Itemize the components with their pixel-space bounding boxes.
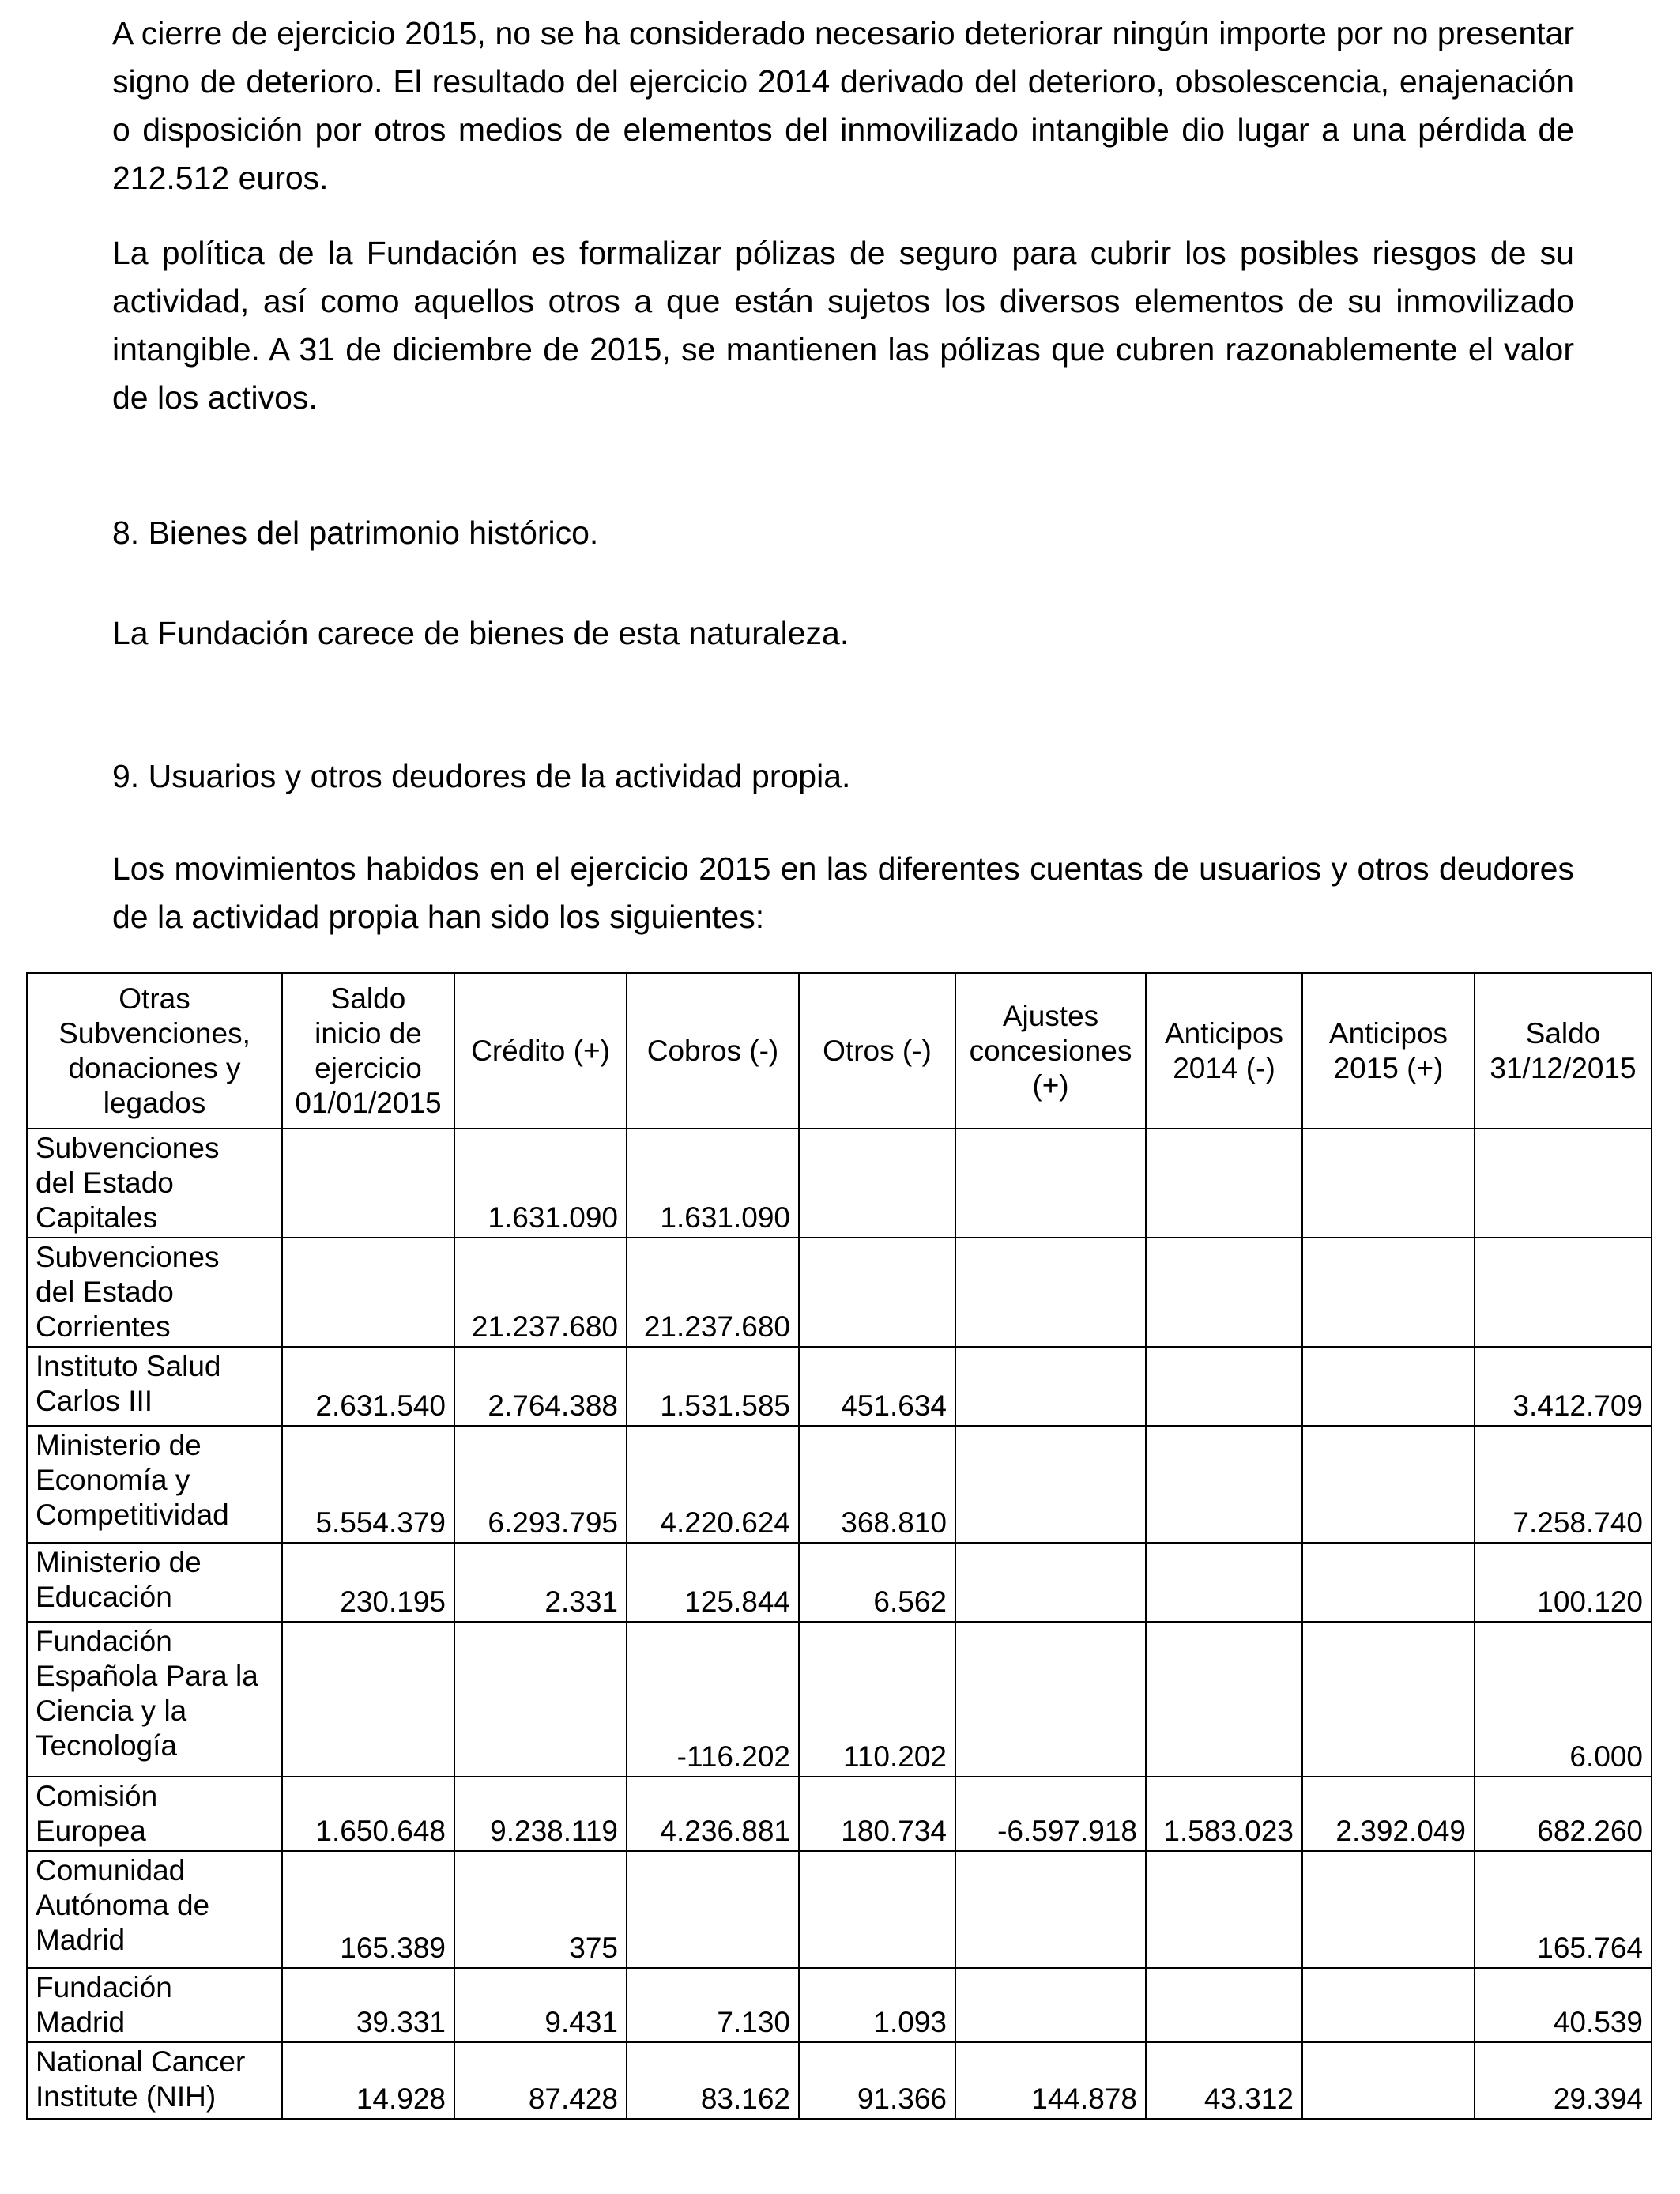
value-cell bbox=[1146, 1851, 1302, 1968]
value-cell: 21.237.680 bbox=[627, 1238, 799, 1347]
value-cell: 9.238.119 bbox=[454, 1777, 627, 1851]
value-cell bbox=[1475, 1129, 1652, 1238]
header-cell: Otras Subvenciones, donaciones y legados bbox=[27, 973, 282, 1129]
paragraph-deterioro: A cierre de ejercicio 2015, no se ha considerado necesario deteriorar ningún importe por no presentar signo de deterioro. El resultado del ejercicio 2014 derivado del deterioro, obsolescencia, enajenación o disposición por otros medios de elementos del inmovilizado intangible dio lugar a una pérdida de 212.512 euros. bbox=[112, 15, 1574, 196]
header-cell: Otros (-) bbox=[799, 973, 955, 1129]
value-cell: 1.583.023 bbox=[1146, 1777, 1302, 1851]
value-cell: 451.634 bbox=[799, 1347, 955, 1426]
value-cell: 14.928 bbox=[282, 2042, 454, 2119]
value-cell: 2.392.049 bbox=[1302, 1777, 1475, 1851]
table-row bbox=[27, 2042, 1652, 2119]
value-cell bbox=[1302, 1851, 1475, 1968]
value-cell: 87.428 bbox=[454, 2042, 627, 2119]
value-cell: 3.412.709 bbox=[1475, 1347, 1652, 1426]
row-label-cell: Comisión Europea bbox=[27, 1777, 282, 1851]
value-cell bbox=[282, 1622, 454, 1777]
value-cell: 43.312 bbox=[1146, 2042, 1302, 2119]
value-cell: 83.162 bbox=[627, 2042, 799, 2119]
value-cell bbox=[955, 1238, 1146, 1347]
header-cell: Saldo 31/12/2015 bbox=[1475, 973, 1652, 1129]
paragraph-bienes: La Fundación carece de bienes de esta naturaleza. bbox=[112, 615, 849, 651]
value-cell bbox=[955, 1129, 1146, 1238]
header-cell: Crédito (+) bbox=[454, 973, 627, 1129]
value-cell bbox=[1302, 1426, 1475, 1543]
value-cell: -6.597.918 bbox=[955, 1777, 1146, 1851]
value-cell: 165.764 bbox=[1475, 1851, 1652, 1968]
value-cell bbox=[1146, 1347, 1302, 1426]
table-row bbox=[27, 1129, 1652, 1238]
value-cell: 165.389 bbox=[282, 1851, 454, 1968]
value-cell: 110.202 bbox=[799, 1622, 955, 1777]
value-cell bbox=[1302, 1543, 1475, 1622]
row-label-cell: National Cancer Institute (NIH) bbox=[27, 2042, 282, 2119]
paragraph-polizas: La política de la Fundación es formalizar pólizas de seguro para cubrir los posibles riesgos de su actividad, así como aquellos otros a que están sujetos los diversos elementos de su inmovilizado intangible. A 31 de diciembre de 2015, se mantienen las pólizas que cubren razonablemente el valor de los activos. bbox=[112, 235, 1574, 416]
section-heading-9: 9. Usuarios y otros deudores de la actividad propia. bbox=[112, 758, 851, 794]
table-row bbox=[27, 1238, 1652, 1347]
value-cell: 1.631.090 bbox=[627, 1129, 799, 1238]
row-label-cell: Instituto Salud Carlos III bbox=[27, 1347, 282, 1426]
value-cell: 6.000 bbox=[1475, 1622, 1652, 1777]
row-label-cell: Subvenciones del Estado Corrientes bbox=[27, 1238, 282, 1347]
table-row bbox=[27, 1426, 1652, 1543]
value-cell bbox=[799, 1851, 955, 1968]
value-cell bbox=[955, 1543, 1146, 1622]
value-cell: 2.764.388 bbox=[454, 1347, 627, 1426]
value-cell bbox=[955, 1426, 1146, 1543]
value-cell: 125.844 bbox=[627, 1543, 799, 1622]
value-cell bbox=[799, 1238, 955, 1347]
deudores-table bbox=[26, 972, 1652, 2120]
header-cell: Anticipos 2014 (-) bbox=[1146, 973, 1302, 1129]
value-cell: 682.260 bbox=[1475, 1777, 1652, 1851]
value-cell: -116.202 bbox=[627, 1622, 799, 1777]
value-cell: 9.431 bbox=[454, 1968, 627, 2042]
value-cell bbox=[1302, 1622, 1475, 1777]
value-cell: 7.130 bbox=[627, 1968, 799, 2042]
value-cell bbox=[1146, 1129, 1302, 1238]
value-cell bbox=[955, 1851, 1146, 1968]
value-cell: 40.539 bbox=[1475, 1968, 1652, 2042]
row-label-cell: Subvenciones del Estado Capitales bbox=[27, 1129, 282, 1238]
table-row bbox=[27, 1968, 1652, 2042]
value-cell bbox=[1146, 1622, 1302, 1777]
row-label-cell: Fundación Española Para la Ciencia y la Tecnología bbox=[27, 1622, 282, 1777]
table-row bbox=[27, 1777, 1652, 1851]
value-cell: 4.220.624 bbox=[627, 1426, 799, 1543]
row-label-cell: Fundación Madrid bbox=[27, 1968, 282, 2042]
value-cell: 91.366 bbox=[799, 2042, 955, 2119]
value-cell bbox=[1475, 1238, 1652, 1347]
value-cell: 375 bbox=[454, 1851, 627, 1968]
value-cell bbox=[627, 1851, 799, 1968]
value-cell bbox=[1302, 1347, 1475, 1426]
value-cell: 180.734 bbox=[799, 1777, 955, 1851]
value-cell: 29.394 bbox=[1475, 2042, 1652, 2119]
value-cell bbox=[1146, 1238, 1302, 1347]
table-row bbox=[27, 1851, 1652, 1968]
table-row bbox=[27, 1347, 1652, 1426]
value-cell: 230.195 bbox=[282, 1543, 454, 1622]
value-cell: 1.650.648 bbox=[282, 1777, 454, 1851]
value-cell: 5.554.379 bbox=[282, 1426, 454, 1543]
section-heading-8: 8. Bienes del patrimonio histórico. bbox=[112, 515, 599, 551]
value-cell: 368.810 bbox=[799, 1426, 955, 1543]
value-cell bbox=[955, 1968, 1146, 2042]
value-cell bbox=[1302, 1968, 1475, 2042]
value-cell: 21.237.680 bbox=[454, 1238, 627, 1347]
header-cell: Saldo inicio de ejercicio 01/01/2015 bbox=[282, 973, 454, 1129]
row-label-cell: Ministerio de Educación bbox=[27, 1543, 282, 1622]
value-cell: 39.331 bbox=[282, 1968, 454, 2042]
paragraph-movimientos: Los movimientos habidos en el ejercicio 2015 en las diferentes cuentas de usuarios y otros deudores de la actividad propia han sido los siguientes: bbox=[112, 850, 1574, 935]
header-cell: Anticipos 2015 (+) bbox=[1302, 973, 1475, 1129]
value-cell: 7.258.740 bbox=[1475, 1426, 1652, 1543]
value-cell bbox=[1146, 1426, 1302, 1543]
table-row bbox=[27, 1543, 1652, 1622]
row-label-cell: Comunidad Autónoma de Madrid bbox=[27, 1851, 282, 1968]
value-cell bbox=[1302, 2042, 1475, 2119]
table-row bbox=[27, 1622, 1652, 1777]
value-cell bbox=[454, 1622, 627, 1777]
value-cell: 6.562 bbox=[799, 1543, 955, 1622]
value-cell bbox=[799, 1129, 955, 1238]
value-cell: 4.236.881 bbox=[627, 1777, 799, 1851]
header-cell: Ajustes concesiones (+) bbox=[955, 973, 1146, 1129]
value-cell bbox=[282, 1238, 454, 1347]
value-cell bbox=[1146, 1543, 1302, 1622]
table-header-row bbox=[27, 973, 1652, 1129]
value-cell bbox=[1302, 1129, 1475, 1238]
value-cell bbox=[1302, 1238, 1475, 1347]
value-cell bbox=[955, 1347, 1146, 1426]
value-cell: 6.293.795 bbox=[454, 1426, 627, 1543]
value-cell: 1.631.090 bbox=[454, 1129, 627, 1238]
value-cell bbox=[955, 1622, 1146, 1777]
value-cell bbox=[282, 1129, 454, 1238]
value-cell: 100.120 bbox=[1475, 1543, 1652, 1622]
value-cell: 1.531.585 bbox=[627, 1347, 799, 1426]
value-cell bbox=[1146, 1968, 1302, 2042]
value-cell: 1.093 bbox=[799, 1968, 955, 2042]
value-cell: 2.331 bbox=[454, 1543, 627, 1622]
header-cell: Cobros (-) bbox=[627, 973, 799, 1129]
value-cell: 144.878 bbox=[955, 2042, 1146, 2119]
value-cell: 2.631.540 bbox=[282, 1347, 454, 1426]
row-label-cell: Ministerio de Economía y Competitividad bbox=[27, 1426, 282, 1543]
